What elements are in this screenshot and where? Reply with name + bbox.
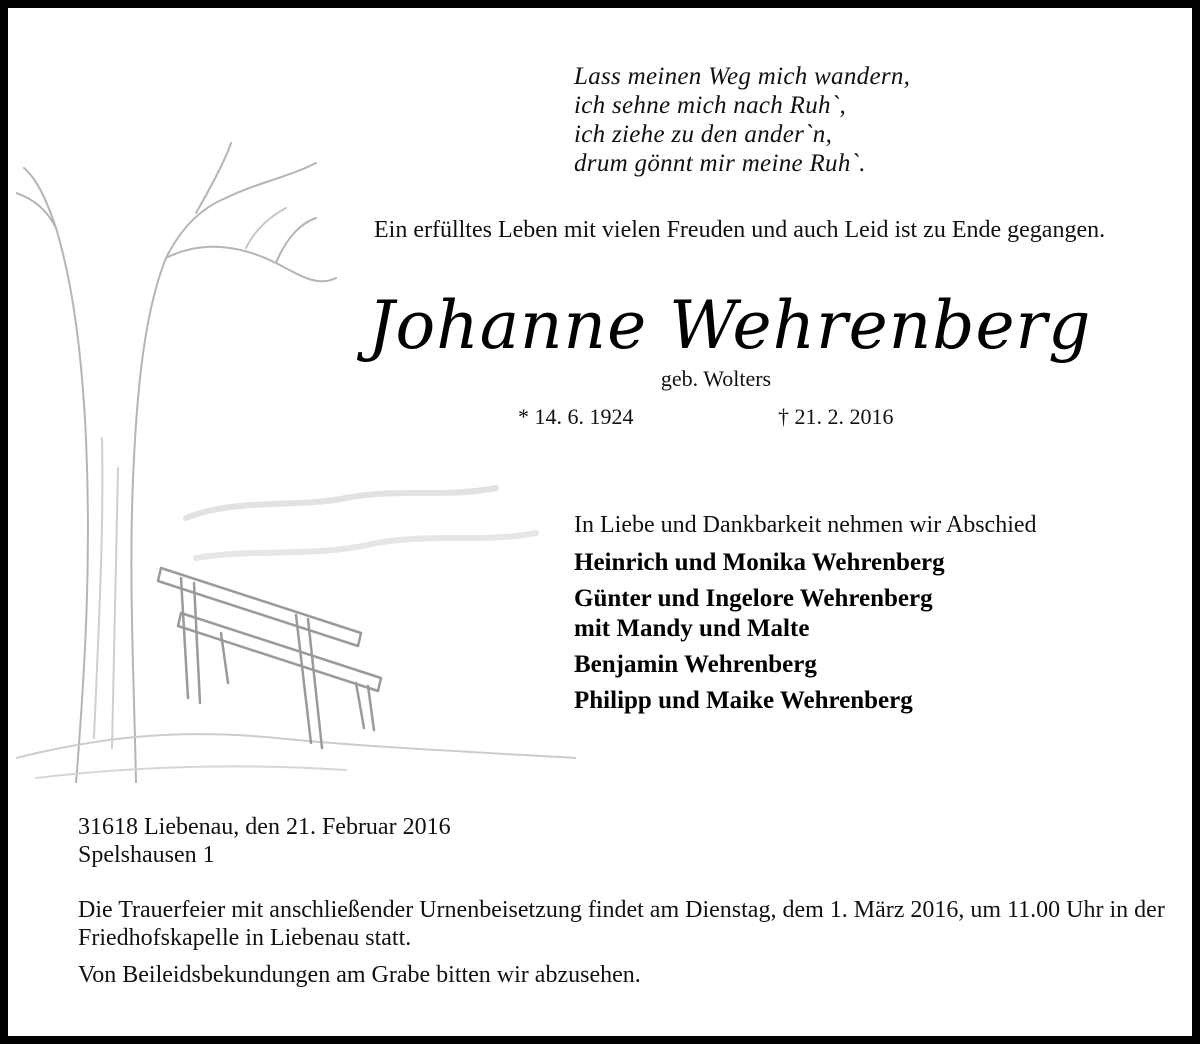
intro-text: Ein erfülltes Leben mit vielen Freuden und auch Leid ist zu Ende gegangen. xyxy=(374,217,1106,243)
poem-line: drum gönnt mir meine Ruh`. xyxy=(574,150,866,177)
address-block xyxy=(78,813,451,869)
poem-line: Lass meinen Weg mich wandern, xyxy=(574,63,911,90)
ceremony-notice xyxy=(78,896,1178,998)
poem-line: ich ziehe zu den ander`n, xyxy=(574,121,833,148)
maiden-name: geb. Wolters xyxy=(660,366,772,391)
poem xyxy=(574,62,910,178)
mourner-entry: Günter und Ingelore Wehrenberg mit Mandy und Malte xyxy=(574,585,933,642)
deceased-name: Johanne Wehrenberg xyxy=(368,287,1092,364)
mourner-entry: Heinrich und Monika Wehrenberg xyxy=(574,549,945,576)
farewell-text: In Liebe und Dankbarkeit nehmen wir Abschied xyxy=(574,512,1037,538)
mourners-list xyxy=(574,548,945,722)
address-line: 31618 Liebenau, den 21. Februar 2016 xyxy=(78,814,451,840)
notice-paragraph: Die Trauerfeier mit anschließender Urnenbeisetzung findet am Dienstag, dem 1. März 2016, um 11.00 Uhr in der Friedhofskapelle in Liebenau statt. xyxy=(78,897,1165,951)
address-line: Spelshausen 1 xyxy=(78,842,215,868)
birth-date: * 14. 6. 1924 xyxy=(518,404,634,429)
death-date: † 21. 2. 2016 xyxy=(778,404,894,429)
notice-paragraph: Von Beileidsbekundungen am Grabe bitten wir abzusehen. xyxy=(78,962,641,988)
mourner-entry: Philipp und Maike Wehrenberg xyxy=(574,687,913,714)
poem-line: ich sehne mich nach Ruh`, xyxy=(574,92,847,119)
mourner-entry: Benjamin Wehrenberg xyxy=(574,651,817,678)
